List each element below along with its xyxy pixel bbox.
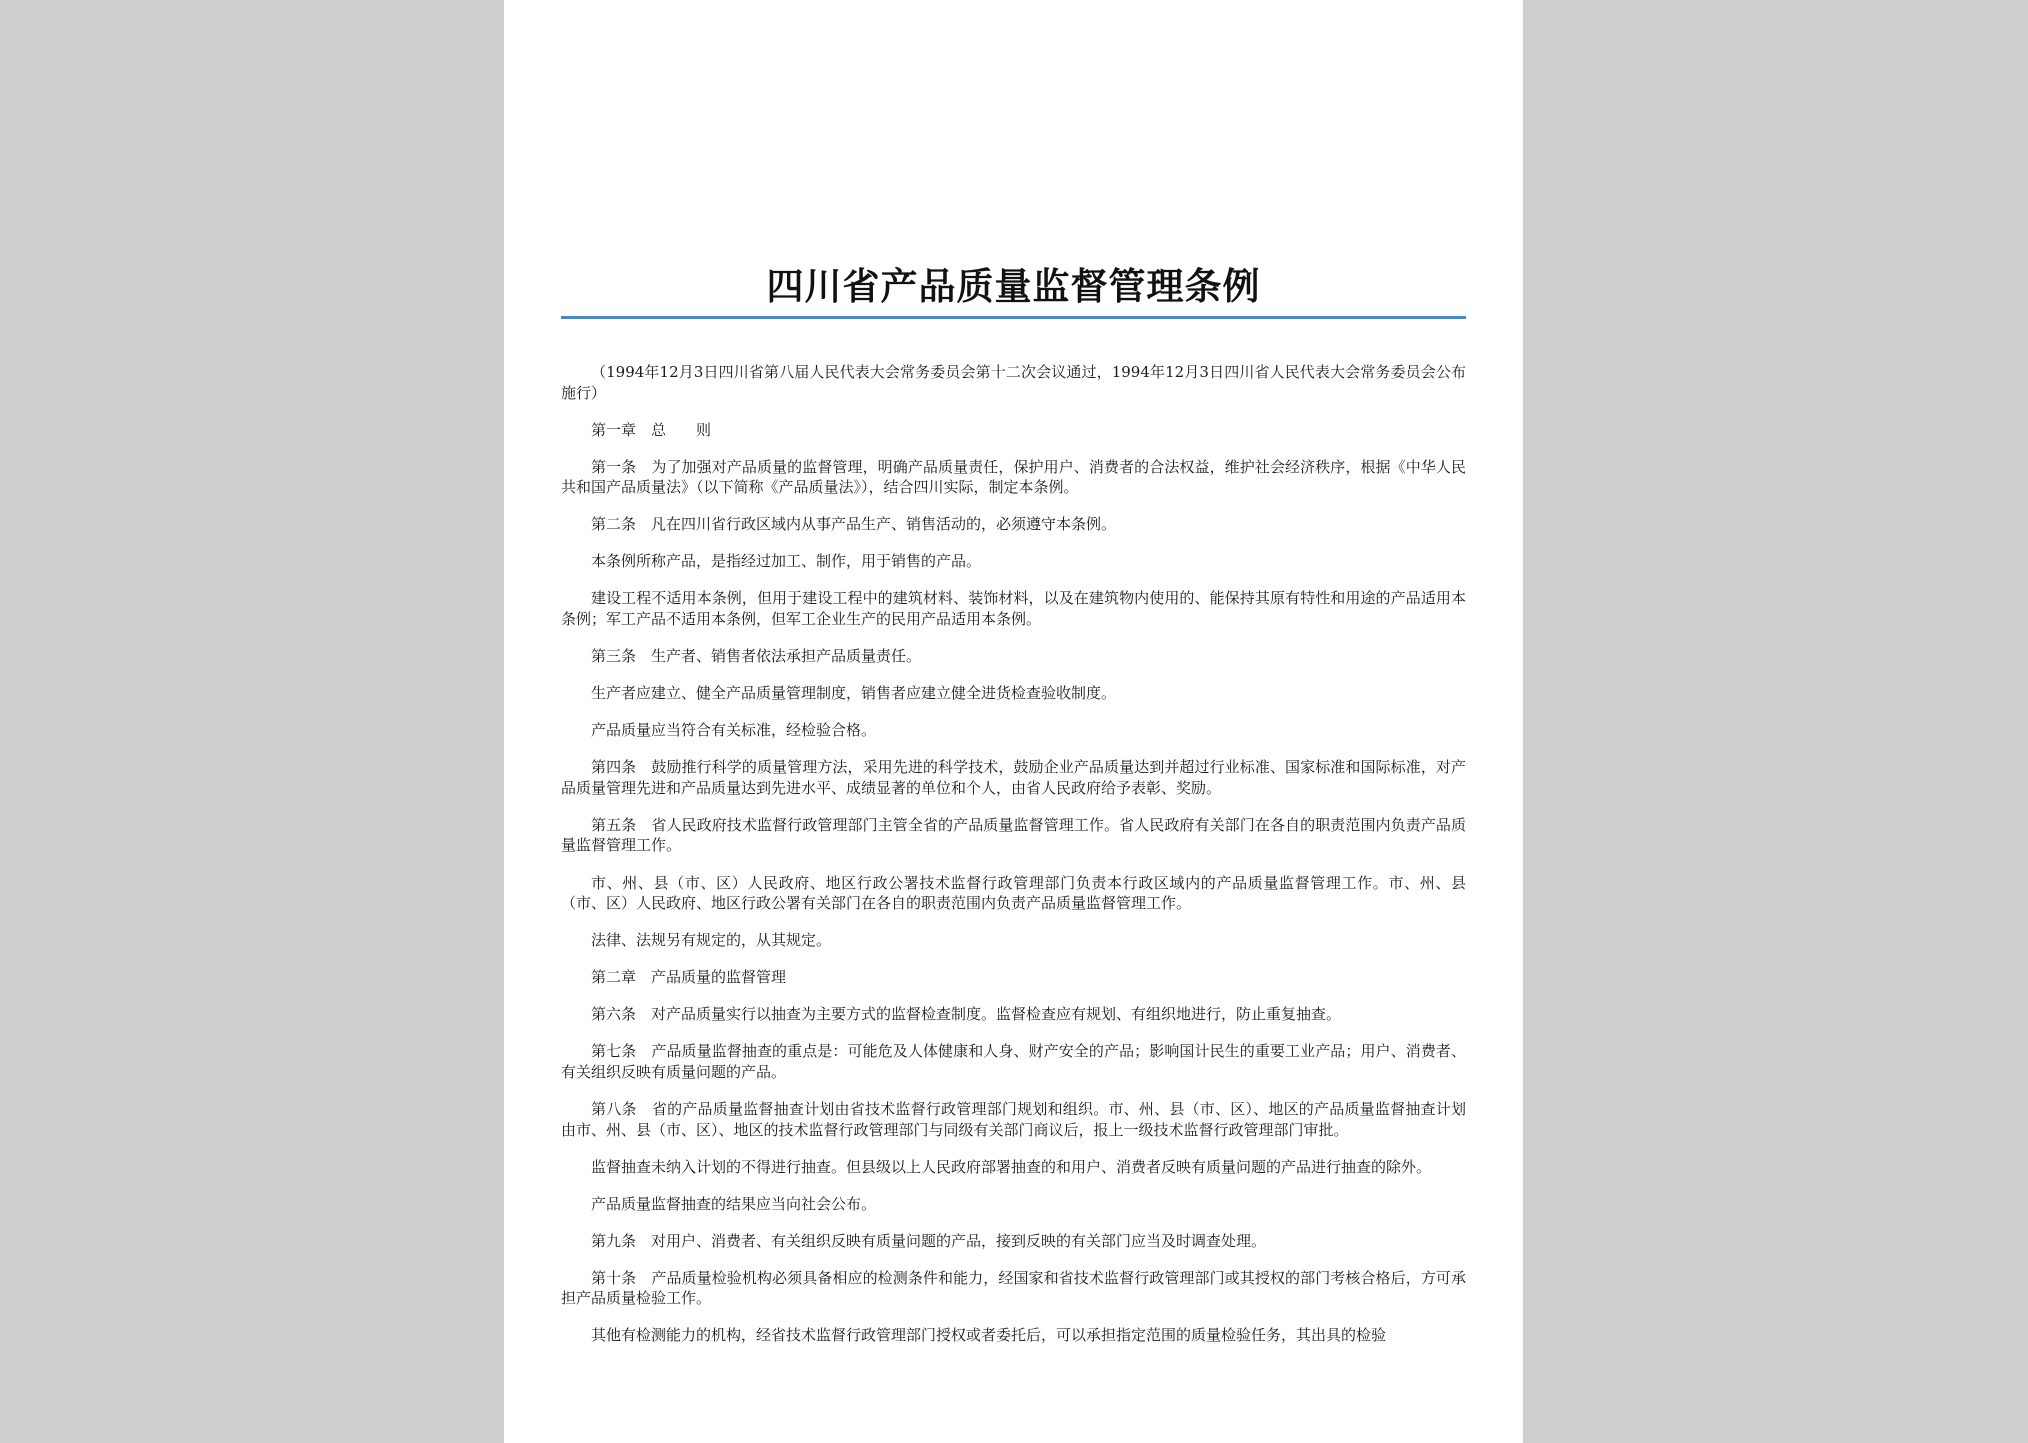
- article-paragraph: 建设工程不适用本条例，但用于建设工程中的建筑材料、装饰材料，以及在建筑物内使用的、能保持其原有特性和用途的产品适用本条例；军工产品不适用本条例，但军工企业生产的民用产品适用本条例。: [561, 589, 1466, 628]
- document-page: [504, 0, 1523, 1443]
- article-paragraph: 第八条 省的产品质量监督抽查计划由省技术监督行政管理部门规划和组织。市、州、县（市、区）、地区的产品质量监督抽查计划由市、州、县（市、区）、地区的技术监督行政管理部门与同级有关部门商议后，报上一级技术监督行政管理部门审批。: [561, 1100, 1466, 1139]
- chapter-heading: 第二章 产品质量的监督管理: [591, 968, 787, 987]
- article-paragraph: 产品质量应当符合有关标准，经检验合格。: [591, 721, 877, 740]
- article-paragraph: 第一条 为了加强对产品质量的监督管理，明确产品质量责任，保护用户、消费者的合法权益，维护社会经济秩序，根据《中华人民共和国产品质量法》（以下简称《产品质量法》），结合四川实际，制定本条例。: [561, 457, 1466, 497]
- article-paragraph: 生产者应建立、健全产品质量管理制度，销售者应建立健全进货检查验收制度。: [591, 684, 1117, 703]
- article-paragraph: 第十条 产品质量检验机构必须具备相应的检测条件和能力，经国家和省技术监督行政管理部门或其授权的部门考核合格后，方可承担产品质量检验工作。: [561, 1268, 1466, 1308]
- article-paragraph: 第四条 鼓励推行科学的质量管理方法，采用先进的科学技术，鼓励企业产品质量达到并超过行业标准、国家标准和国际标准，对产品质量管理先进和产品质量达到先进水平、成绩显著的单位和个人，由省人民政府给予表彰、奖励。: [561, 758, 1466, 797]
- title-underline: [561, 316, 1466, 319]
- article-paragraph: 第五条 省人民政府技术监督行政管理部门主管全省的产品质量监督管理工作。省人民政府有关部门在各自的职责范围内负责产品质量监督管理工作。: [561, 815, 1466, 855]
- document-title: 四川省产品质量监督管理条例: [766, 264, 1261, 308]
- article-paragraph: 监督抽查未纳入计划的不得进行抽查。但县级以上人民政府部署抽查的和用户、消费者反映有质量问题的产品进行抽查的除外。: [591, 1157, 1432, 1176]
- article-paragraph: 产品质量监督抽查的结果应当向社会公布。: [591, 1194, 877, 1213]
- article-paragraph: 第七条 产品质量监督抽查的重点是：可能危及人体健康和人身、财产安全的产品；影响国计民生的重要工业产品；用户、消费者、有关组织反映有质量问题的产品。: [561, 1042, 1466, 1081]
- article-paragraph: 本条例所称产品，是指经过加工、制作，用于销售的产品。: [591, 552, 982, 571]
- chapter-heading: 第一章 总 则: [591, 420, 712, 439]
- article-paragraph: 市、州、县（市、区）人民政府、地区行政公署技术监督行政管理部门负责本行政区域内的产品质量监督管理工作。市、州、县（市、区）人民政府、地区行政公署有关部门在各自的职责范围内负责产品质量监督管理工作。: [561, 873, 1466, 913]
- article-paragraph: 法律、法规另有规定的，从其规定。: [591, 931, 832, 950]
- article-paragraph: 第二条 凡在四川省行政区域内从事产品生产、销售活动的，必须遵守本条例。: [591, 515, 1117, 534]
- article-paragraph: 第六条 对产品质量实行以抽查为主要方式的监督检查制度。监督检查应有规划、有组织地进行，防止重复抽查。: [591, 1005, 1342, 1024]
- article-paragraph: 第九条 对用户、消费者、有关组织反映有质量问题的产品，接到反映的有关部门应当及时调查处理。: [591, 1231, 1267, 1250]
- document-body: [561, 362, 1466, 1363]
- paragraph-preamble: （1994年12月3日四川省第八届人民代表大会常务委员会第十二次会议通过，1994年12月3日四川省人民代表大会常务委员会公布施行）: [561, 363, 1466, 402]
- article-paragraph: 第三条 生产者、销售者依法承担产品质量责任。: [591, 647, 922, 666]
- article-paragraph: 其他有检测能力的机构，经省技术监督行政管理部门授权或者委托后，可以承担指定范围的质量检验任务，其出具的检验: [591, 1326, 1387, 1345]
